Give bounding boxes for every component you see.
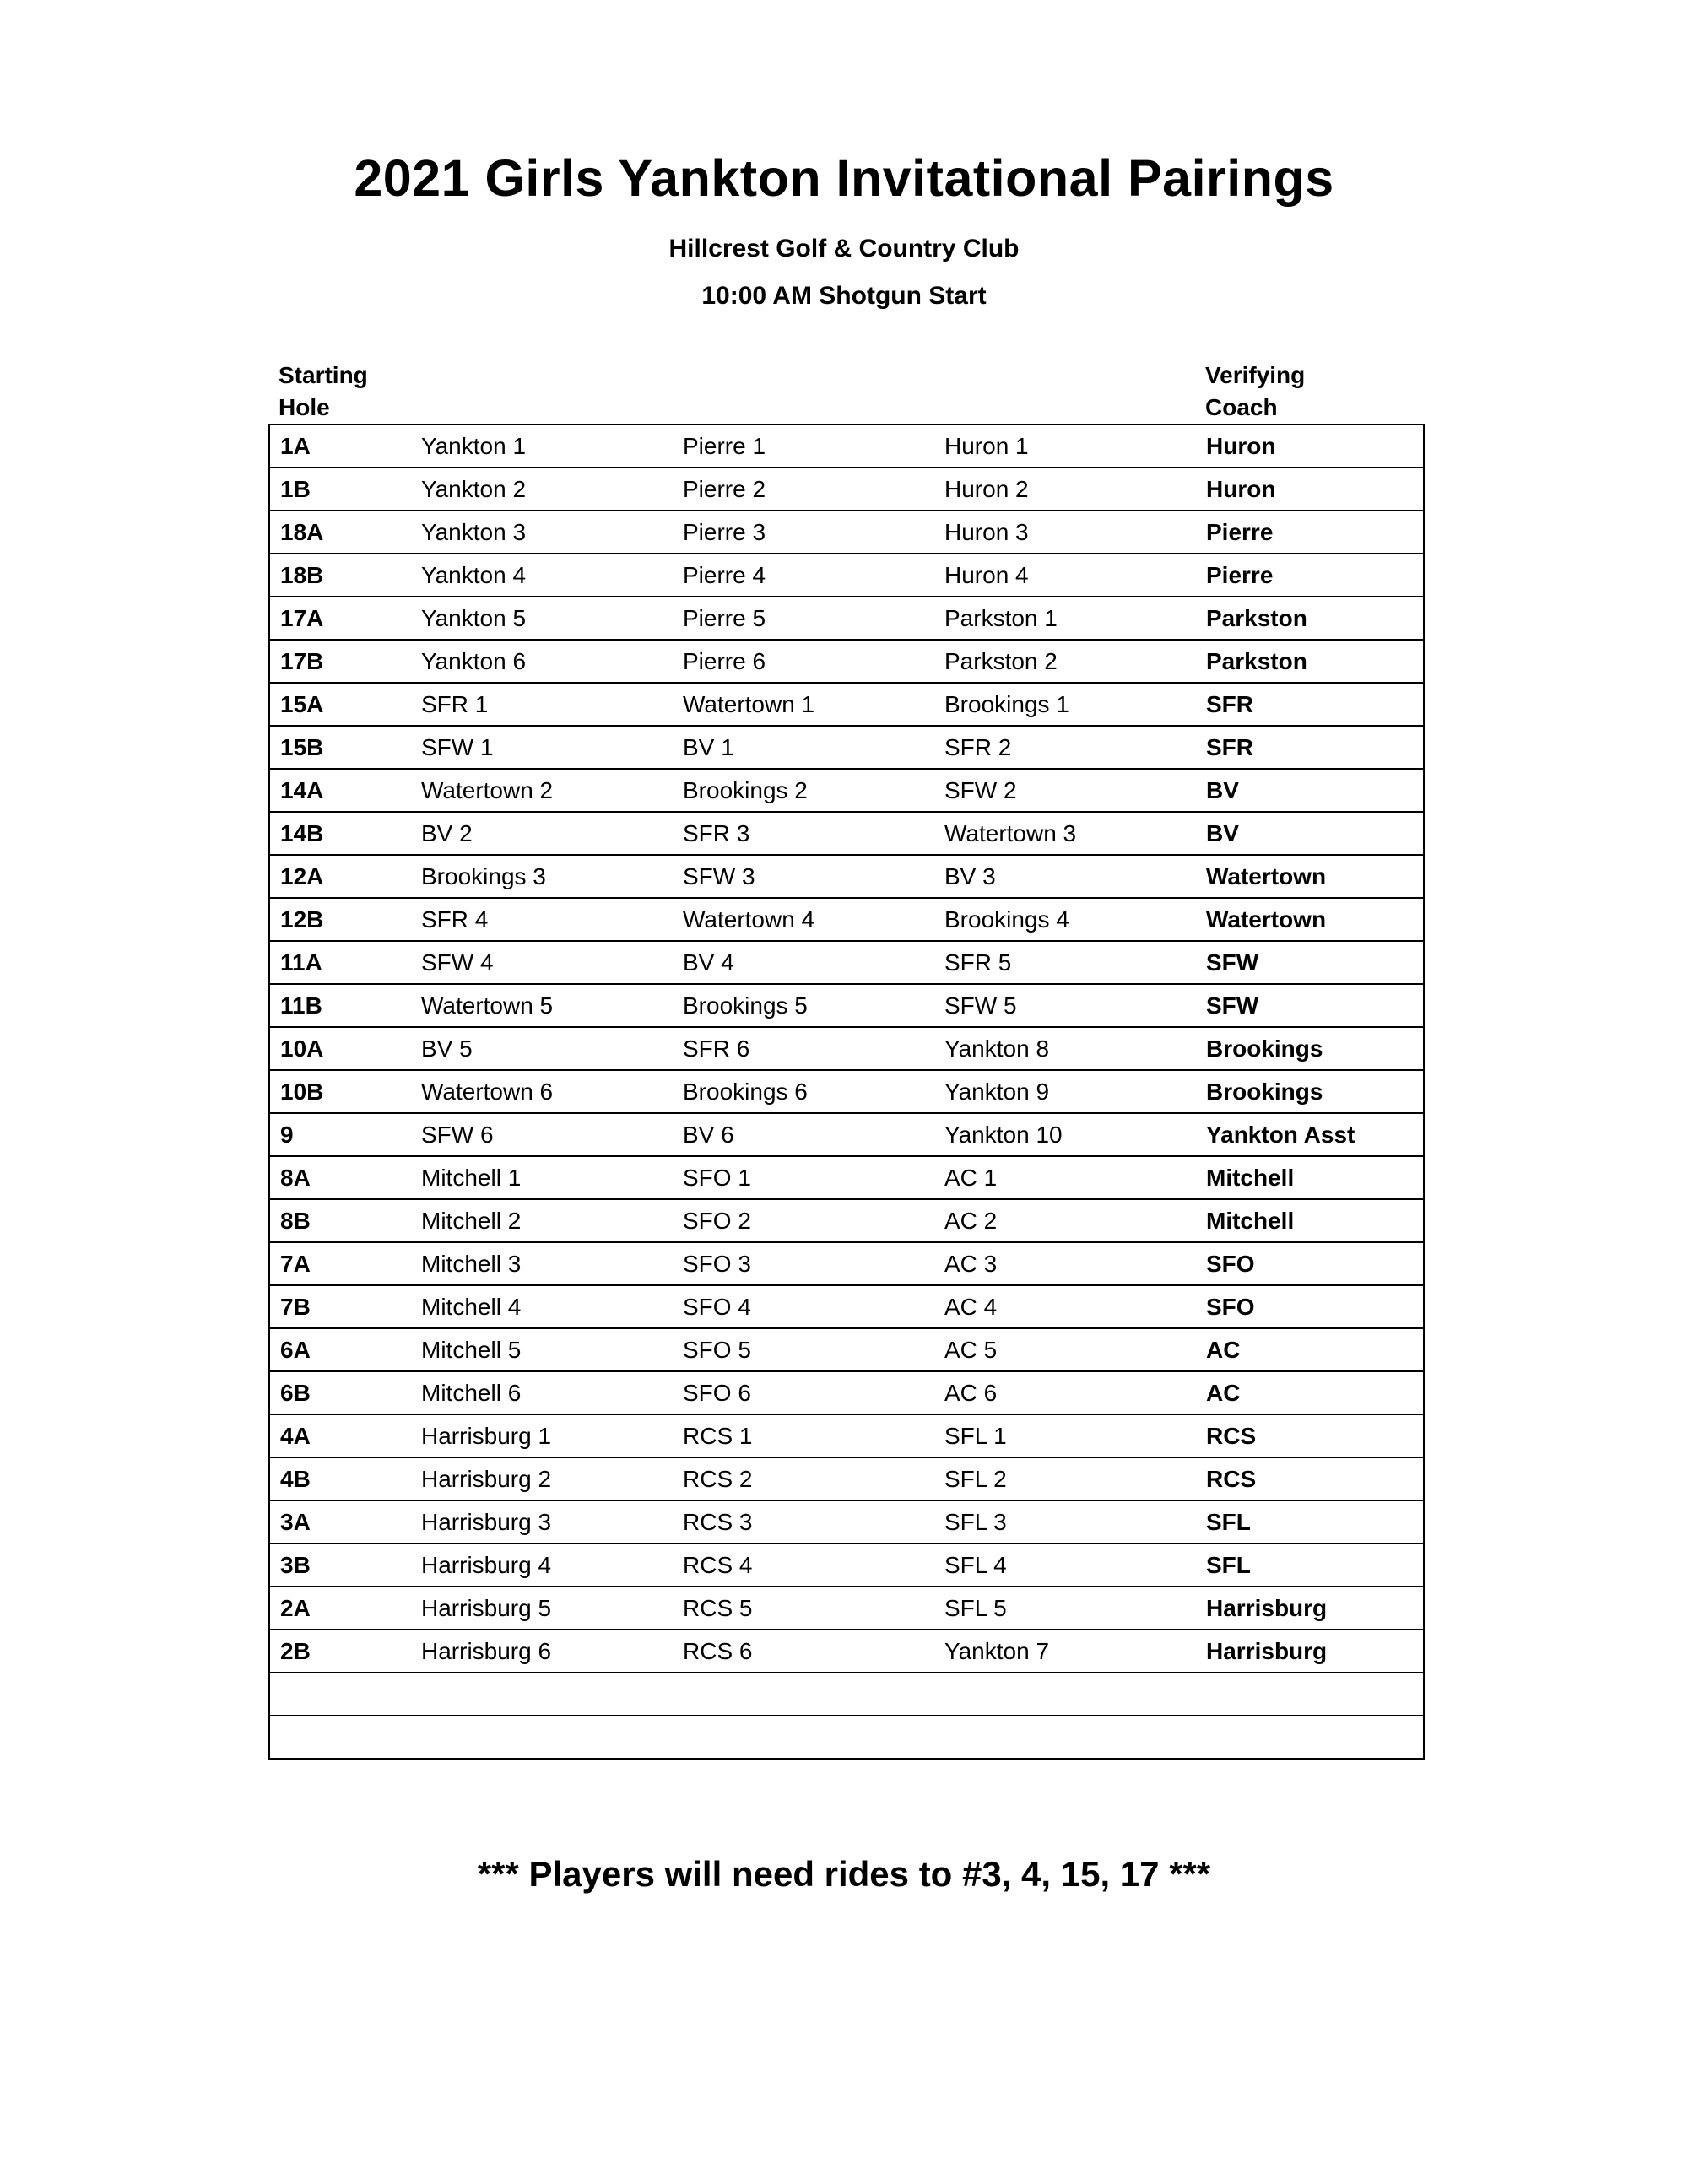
cell-hole: 1B [269, 468, 411, 511]
cell-coach: Parkston [1196, 597, 1424, 640]
cell-p3: Parkston 2 [934, 640, 1196, 683]
cell-p1: Mitchell 4 [411, 1285, 673, 1328]
cell-p1: Watertown 6 [411, 1070, 673, 1113]
cell-hole: 17A [269, 597, 411, 640]
cell-hole: 11A [269, 941, 411, 984]
cell-p2: Watertown 1 [673, 683, 934, 726]
cell-p3: AC 5 [934, 1328, 1196, 1371]
cell-p2: Pierre 3 [673, 511, 934, 554]
cell-hole: 12A [269, 855, 411, 898]
cell-hole: 7A [269, 1242, 411, 1285]
cell-p1: Mitchell 5 [411, 1328, 673, 1371]
cell-hole: 6A [269, 1328, 411, 1371]
cell-coach: RCS [1196, 1457, 1424, 1500]
cell-p2: SFO 3 [673, 1242, 934, 1285]
cell-coach: Mitchell [1196, 1156, 1424, 1199]
cell-p2: SFW 3 [673, 855, 934, 898]
table-row [269, 1199, 1424, 1242]
table-row [269, 984, 1424, 1027]
table-row [269, 640, 1424, 683]
cell-empty [934, 1716, 1196, 1759]
cell-hole: 10B [269, 1070, 411, 1113]
cell-p3: AC 3 [934, 1242, 1196, 1285]
cell-p3: SFW 2 [934, 769, 1196, 812]
cell-coach: SFR [1196, 726, 1424, 769]
cell-p2: RCS 6 [673, 1630, 934, 1673]
cell-p3: Yankton 10 [934, 1113, 1196, 1156]
cell-coach: BV [1196, 812, 1424, 855]
cell-hole: 9 [269, 1113, 411, 1156]
cell-coach: Harrisburg [1196, 1630, 1424, 1673]
cell-coach: Mitchell [1196, 1199, 1424, 1242]
cell-coach: SFO [1196, 1242, 1424, 1285]
pairings-table [268, 424, 1425, 1760]
table-row [269, 941, 1424, 984]
table-row [269, 597, 1424, 640]
cell-p2: SFO 6 [673, 1371, 934, 1414]
cell-p3: Watertown 3 [934, 812, 1196, 855]
cell-p1: Yankton 6 [411, 640, 673, 683]
table-row [269, 1414, 1424, 1457]
cell-p2: Pierre 2 [673, 468, 934, 511]
cell-p3: BV 3 [934, 855, 1196, 898]
cell-hole: 2A [269, 1587, 411, 1630]
cell-p1: Harrisburg 4 [411, 1543, 673, 1587]
table-row [269, 1543, 1424, 1587]
cell-coach: SFL [1196, 1500, 1424, 1543]
cell-hole: 3A [269, 1500, 411, 1543]
cell-p3: SFR 2 [934, 726, 1196, 769]
cell-hole: 12B [269, 898, 411, 941]
cell-p2: SFO 2 [673, 1199, 934, 1242]
cell-p3: AC 2 [934, 1199, 1196, 1242]
cell-p2: Pierre 6 [673, 640, 934, 683]
table-row [269, 683, 1424, 726]
cell-p1: SFR 1 [411, 683, 673, 726]
verifying-coach-header-line1: Verifying [1205, 362, 1306, 388]
cell-p3: SFL 4 [934, 1543, 1196, 1587]
cell-hole: 8B [269, 1199, 411, 1242]
cell-coach: SFL [1196, 1543, 1424, 1587]
table-row [269, 898, 1424, 941]
cell-p2: Brookings 5 [673, 984, 934, 1027]
cell-p1: Mitchell 6 [411, 1371, 673, 1414]
cell-hole: 17B [269, 640, 411, 683]
cell-p3: SFL 1 [934, 1414, 1196, 1457]
table-row [269, 1113, 1424, 1156]
cell-hole: 7B [269, 1285, 411, 1328]
start-time-subtitle: 10:00 AM Shotgun Start [701, 282, 987, 310]
cell-hole: 2B [269, 1630, 411, 1673]
cell-p1: SFW 6 [411, 1113, 673, 1156]
cell-p1: BV 2 [411, 812, 673, 855]
cell-coach: SFO [1196, 1285, 1424, 1328]
verifying-coach-header [1205, 359, 1305, 424]
cell-p3: Yankton 9 [934, 1070, 1196, 1113]
cell-hole: 10A [269, 1027, 411, 1070]
cell-p3: SFL 2 [934, 1457, 1196, 1500]
cell-p1: Harrisburg 6 [411, 1630, 673, 1673]
cell-p1: BV 5 [411, 1027, 673, 1070]
table-row [269, 812, 1424, 855]
cell-p1: Yankton 5 [411, 597, 673, 640]
cell-p2: RCS 1 [673, 1414, 934, 1457]
table-row [269, 1328, 1424, 1371]
cell-p1: Mitchell 3 [411, 1242, 673, 1285]
cell-p1: Harrisburg 2 [411, 1457, 673, 1500]
table-row [269, 1156, 1424, 1199]
cell-p2: SFO 5 [673, 1328, 934, 1371]
table-row [269, 1630, 1424, 1673]
table-row [269, 1070, 1424, 1113]
cell-hole: 15A [269, 683, 411, 726]
cell-p1: Yankton 4 [411, 554, 673, 597]
table-row [269, 468, 1424, 511]
cell-p2: Watertown 4 [673, 898, 934, 941]
cell-p2: RCS 5 [673, 1587, 934, 1630]
cell-p1: Yankton 3 [411, 511, 673, 554]
cell-p2: Pierre 1 [673, 424, 934, 468]
cell-p3: Huron 4 [934, 554, 1196, 597]
cell-empty [934, 1673, 1196, 1716]
cell-p1: SFW 4 [411, 941, 673, 984]
cell-empty [673, 1716, 934, 1759]
cell-p2: BV 6 [673, 1113, 934, 1156]
cell-p2: Brookings 2 [673, 769, 934, 812]
cell-hole: 18B [269, 554, 411, 597]
table-row [269, 1285, 1424, 1328]
cell-hole: 3B [269, 1543, 411, 1587]
cell-coach: Pierre [1196, 554, 1424, 597]
cell-p2: RCS 2 [673, 1457, 934, 1500]
cell-p2: Pierre 5 [673, 597, 934, 640]
table-row [269, 1371, 1424, 1414]
cell-coach: Brookings [1196, 1070, 1424, 1113]
pairings-table-body [269, 424, 1424, 1759]
cell-p1: Yankton 1 [411, 424, 673, 468]
starting-hole-header-line2: Hole [279, 394, 330, 420]
empty-row [269, 1673, 1424, 1716]
cell-coach: AC [1196, 1371, 1424, 1414]
cell-hole: 6B [269, 1371, 411, 1414]
cell-p1: Yankton 2 [411, 468, 673, 511]
cell-coach: Brookings [1196, 1027, 1424, 1070]
table-row [269, 726, 1424, 769]
cell-p2: Pierre 4 [673, 554, 934, 597]
rides-note: *** Players will need rides to #3, 4, 15, 17 *** [477, 1854, 1211, 1894]
table-row [269, 1027, 1424, 1070]
cell-hole: 11B [269, 984, 411, 1027]
cell-hole: 18A [269, 511, 411, 554]
cell-p3: SFL 5 [934, 1587, 1196, 1630]
cell-coach: SFW [1196, 941, 1424, 984]
cell-hole: 4A [269, 1414, 411, 1457]
cell-coach: Watertown [1196, 855, 1424, 898]
cell-p3: SFL 3 [934, 1500, 1196, 1543]
cell-coach: Huron [1196, 424, 1424, 468]
table-row [269, 511, 1424, 554]
starting-hole-header-line1: Starting [279, 362, 368, 388]
table-row [269, 769, 1424, 812]
cell-p1: Watertown 5 [411, 984, 673, 1027]
table-row [269, 554, 1424, 597]
table-row [269, 1457, 1424, 1500]
cell-p2: BV 1 [673, 726, 934, 769]
cell-p2: RCS 3 [673, 1500, 934, 1543]
cell-p3: AC 1 [934, 1156, 1196, 1199]
cell-p3: SFW 5 [934, 984, 1196, 1027]
cell-p3: Yankton 8 [934, 1027, 1196, 1070]
cell-coach: Yankton Asst [1196, 1113, 1424, 1156]
cell-hole: 4B [269, 1457, 411, 1500]
cell-coach: Watertown [1196, 898, 1424, 941]
table-row [269, 1500, 1424, 1543]
cell-coach: SFR [1196, 683, 1424, 726]
cell-p1: SFR 4 [411, 898, 673, 941]
cell-coach: Huron [1196, 468, 1424, 511]
verifying-coach-header-line2: Coach [1205, 394, 1278, 420]
cell-p2: SFR 6 [673, 1027, 934, 1070]
table-row [269, 1587, 1424, 1630]
cell-p2: SFO 4 [673, 1285, 934, 1328]
empty-row [269, 1716, 1424, 1759]
cell-hole: 14B [269, 812, 411, 855]
cell-p1: Harrisburg 1 [411, 1414, 673, 1457]
cell-empty [411, 1716, 673, 1759]
cell-hole: 8A [269, 1156, 411, 1199]
cell-hole: 14A [269, 769, 411, 812]
cell-p3: AC 4 [934, 1285, 1196, 1328]
cell-p2: RCS 4 [673, 1543, 934, 1587]
table-header [268, 359, 1423, 424]
cell-p2: SFR 3 [673, 812, 934, 855]
cell-p1: Watertown 2 [411, 769, 673, 812]
cell-p2: SFO 1 [673, 1156, 934, 1199]
cell-p3: Parkston 1 [934, 597, 1196, 640]
cell-coach: SFW [1196, 984, 1424, 1027]
cell-empty [1196, 1716, 1424, 1759]
cell-empty [411, 1673, 673, 1716]
cell-p1: Mitchell 2 [411, 1199, 673, 1242]
cell-p1: Harrisburg 3 [411, 1500, 673, 1543]
cell-p1: SFW 1 [411, 726, 673, 769]
cell-empty [1196, 1673, 1424, 1716]
cell-p1: Brookings 3 [411, 855, 673, 898]
cell-coach: AC [1196, 1328, 1424, 1371]
cell-p3: Brookings 1 [934, 683, 1196, 726]
cell-p3: Yankton 7 [934, 1630, 1196, 1673]
cell-p1: Harrisburg 5 [411, 1587, 673, 1630]
cell-coach: BV [1196, 769, 1424, 812]
cell-hole: 15B [269, 726, 411, 769]
cell-p3: SFR 5 [934, 941, 1196, 984]
cell-hole: 1A [269, 424, 411, 468]
cell-p2: Brookings 6 [673, 1070, 934, 1113]
table-row [269, 1242, 1424, 1285]
cell-p3: Huron 1 [934, 424, 1196, 468]
venue-subtitle: Hillcrest Golf & Country Club [668, 235, 1020, 262]
cell-p3: AC 6 [934, 1371, 1196, 1414]
cell-p3: Huron 3 [934, 511, 1196, 554]
cell-p3: Brookings 4 [934, 898, 1196, 941]
cell-empty [269, 1673, 411, 1716]
cell-coach: Pierre [1196, 511, 1424, 554]
cell-p1: Mitchell 1 [411, 1156, 673, 1199]
table-row [269, 424, 1424, 468]
table-row [269, 855, 1424, 898]
cell-p2: BV 4 [673, 941, 934, 984]
cell-coach: Parkston [1196, 640, 1424, 683]
cell-empty [673, 1673, 934, 1716]
cell-coach: RCS [1196, 1414, 1424, 1457]
cell-empty [269, 1716, 411, 1759]
cell-coach: Harrisburg [1196, 1587, 1424, 1630]
cell-p3: Huron 2 [934, 468, 1196, 511]
page-title: 2021 Girls Yankton Invitational Pairings [354, 149, 1334, 207]
